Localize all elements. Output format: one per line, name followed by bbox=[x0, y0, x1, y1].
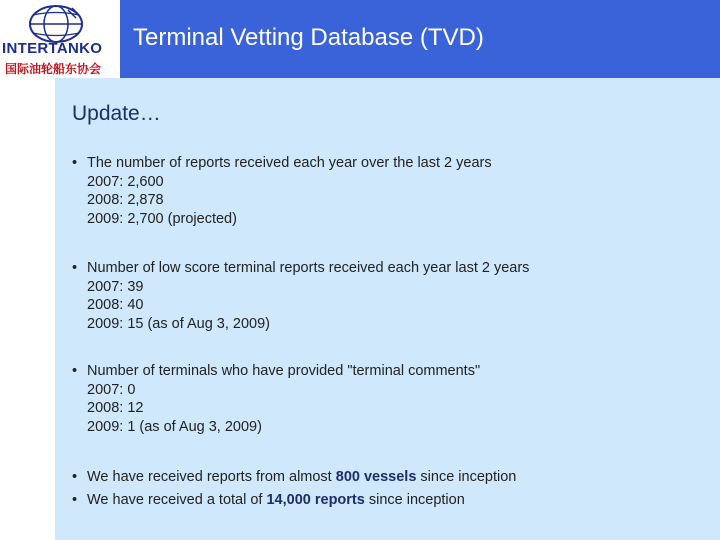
section-heading: Number of low score terminal reports received each year last 2 years bbox=[87, 260, 530, 276]
summary-reports bbox=[72, 489, 516, 512]
summary-highlight: 800 vessels bbox=[335, 469, 417, 485]
bullet: • bbox=[72, 363, 78, 379]
stat-line: 2007: 0 bbox=[87, 381, 136, 398]
logo-text: INTERTANKO bbox=[2, 40, 103, 57]
logo-chinese-text: 国际油轮船东协会 bbox=[5, 62, 102, 76]
summary-text: since inception bbox=[364, 492, 465, 508]
section-reports-received bbox=[72, 154, 492, 228]
bullet: • bbox=[72, 469, 78, 485]
stat-line: 2007: 39 bbox=[87, 278, 144, 295]
stat-line: 2008: 40 bbox=[87, 297, 144, 313]
section-terminal-comments bbox=[72, 362, 480, 436]
summary-text: We have received a total of bbox=[87, 492, 267, 508]
summary-text: We have received reports from almost bbox=[87, 469, 336, 485]
stat-line: 2009: 2,700 (projected) bbox=[87, 210, 237, 227]
slide-subtitle: Update… bbox=[72, 102, 161, 125]
logo bbox=[0, 0, 120, 80]
summary-highlight: 14,000 reports bbox=[266, 492, 365, 508]
bullet: • bbox=[72, 260, 78, 276]
section-heading: Number of terminals who have provided "terminal comments" bbox=[87, 363, 481, 379]
stat-line: 2007: 2,600 bbox=[87, 173, 164, 190]
left-margin bbox=[0, 78, 55, 540]
stat-line: 2009: 15 (as of Aug 3, 2009) bbox=[87, 315, 270, 332]
bullet: • bbox=[72, 492, 78, 508]
stat-line: 2009: 1 (as of Aug 3, 2009) bbox=[87, 418, 262, 435]
section-heading: The number of reports received each year over the last 2 years bbox=[87, 155, 492, 171]
summary-bullets bbox=[72, 466, 516, 512]
globe-icon bbox=[28, 4, 84, 44]
section-low-score-reports bbox=[72, 259, 529, 333]
slide-title: Terminal Vetting Database (TVD) bbox=[133, 24, 484, 51]
bullet: • bbox=[72, 155, 78, 171]
stat-line: 2008: 2,878 bbox=[87, 192, 164, 208]
summary-text: since inception bbox=[416, 469, 517, 485]
summary-vessels bbox=[72, 466, 516, 489]
stat-line: 2008: 12 bbox=[87, 400, 144, 416]
